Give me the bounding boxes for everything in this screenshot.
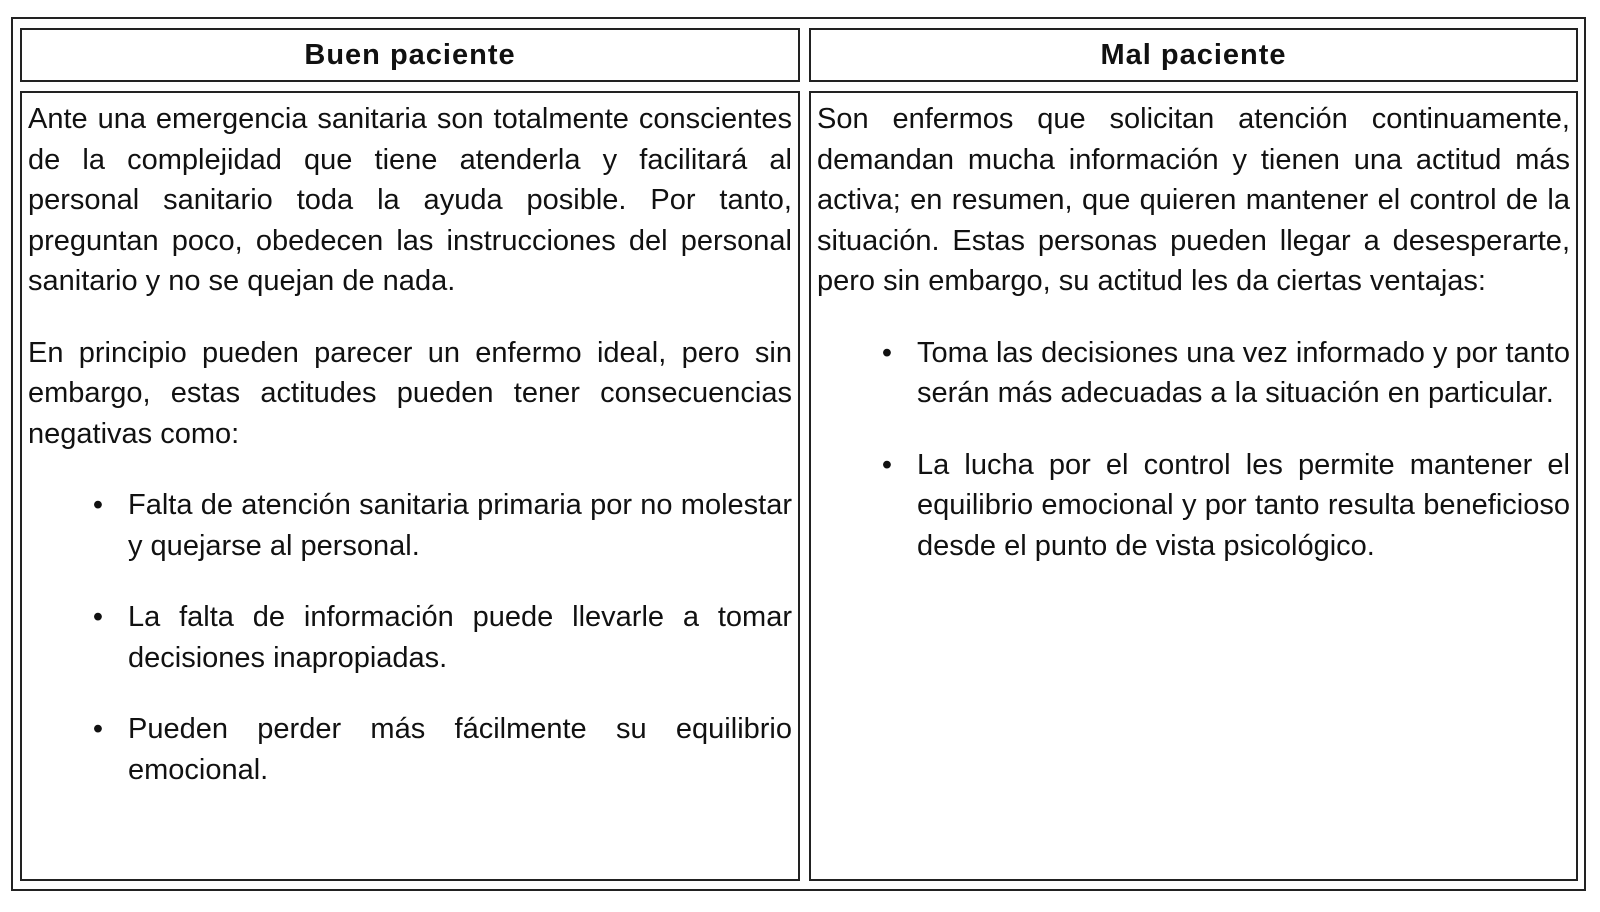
list-item xyxy=(28,709,792,790)
mal-paciente-advantages-list xyxy=(817,333,1570,567)
header-buen-paciente-label: Buen paciente xyxy=(304,38,516,71)
buen-paciente-consequences-list xyxy=(28,485,792,790)
header-buen-paciente xyxy=(20,28,800,82)
mal-paciente-content xyxy=(809,91,1578,881)
list-item-text: Toma las decisiones una vez informado y por tanto serán más adecuadas a la situación en particular. xyxy=(917,336,1570,409)
bullet-icon: • xyxy=(92,713,104,745)
list-item xyxy=(817,445,1570,567)
bullet-icon: • xyxy=(881,448,893,481)
list-item xyxy=(28,597,792,678)
list-item xyxy=(28,485,792,566)
header-mal-paciente xyxy=(809,28,1578,82)
buen-paciente-paragraph-2: En principio pueden parecer un enfermo ideal, pero sin embargo, estas actitudes pueden tener consecuencias negativas como: xyxy=(28,336,792,450)
list-item-text: La lucha por el control les permite mantener el equilibrio emocional y por tanto resulta beneficioso desde el punto de vista psicológico. xyxy=(917,448,1570,562)
buen-paciente-content xyxy=(20,91,800,881)
buen-paciente-paragraph-1: Ante una emergencia sanitaria son totalmente conscientes de la complejidad que tiene atenderla y facilitará al personal sanitario toda la ayuda posible. Por tanto, preguntan poco, obedecen las instrucciones del personal sanitario y no se quejan de nada. xyxy=(28,103,792,297)
mal-paciente-paragraph-1: Son enfermos que solicitan atención continuamente, demandan mucha información y tienen una actitud más activa; en resumen, que quieren mantener el control de la situación. Estas personas pueden llegar a desesperarte, pero sin embargo, su actitud les da ciertas ventajas: xyxy=(817,103,1570,297)
header-mal-paciente-label: Mal paciente xyxy=(1100,38,1287,71)
bullet-icon: • xyxy=(92,601,104,633)
list-item-text: Falta de atención sanitaria primaria por no molestar y quejarse al personal. xyxy=(128,489,792,562)
bullet-icon: • xyxy=(92,489,104,521)
list-item xyxy=(817,333,1570,414)
bullet-icon: • xyxy=(881,336,893,369)
list-item-text: Pueden perder más fácilmente su equilibrio emocional. xyxy=(128,713,792,786)
list-item-text: La falta de información puede llevarle a tomar decisiones inapropiadas. xyxy=(128,601,792,674)
